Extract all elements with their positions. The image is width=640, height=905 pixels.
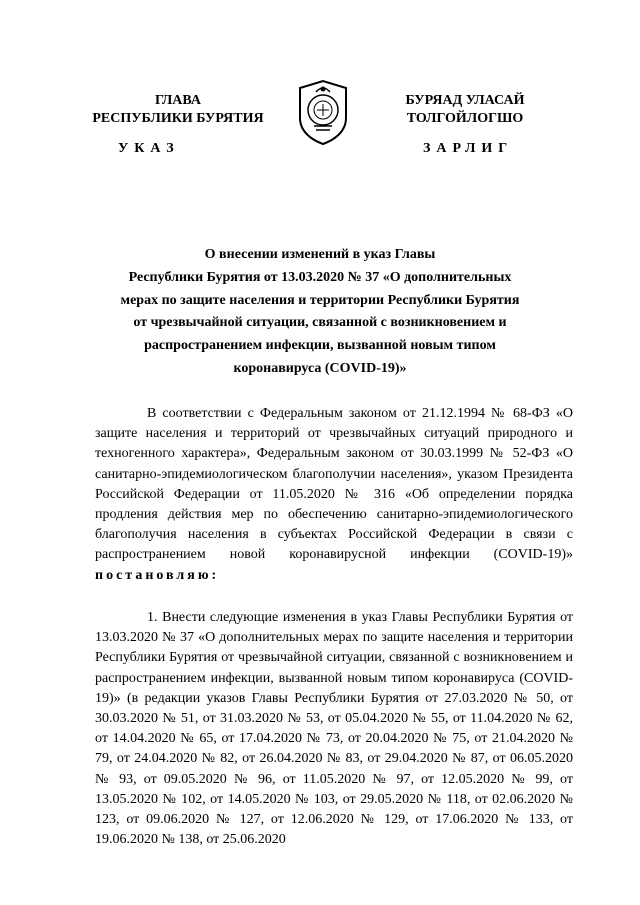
decree-label-ru: УКАЗ [118,141,180,156]
coat-of-arms-emblem [296,78,350,146]
header-left [78,92,278,128]
title-line: коронавируса (COVID-19)» [233,360,407,376]
header-left-line1: ГЛАВА [155,93,201,108]
item-1-paragraph: 1. Внести следующие изменения в указ Главы Республики Бурятия от 13.03.2020 № 37 «О дополнительных мерах по защите населения и территории Республики Бурятия от чрезвычайной ситуации, связанной с возникновением и распространением инфекции, вызванной новым типом коронавируса (COVID-19)» (в редакции указов Главы Республики Бурятия от 27.03.2020 № 50, от 30.03.2020 № 51, от 31.03.2020 № 53, от 05.04.2020 № 55, от 11.04.2020 № 62, от 14.04.2020 № 65, от 17.04.2020 № 73, от 20.04.2020 № 75, от 21.04.2020 № 79, от 24.04.2020 № 82, от 26.04.2020 № 83, от 29.04.2020 № 87, от 06.05.2020 № 93, от 09.05.2020 № 96, от 11.05.2020 № 97, от 12.05.2020 № 99, от 13.05.2020 № 102, от 14.05.2020 № 103, от 29.05.2020 № 118, от 02.06.2020 № 123, от 09.06.2020 № 127, от 12.06.2020 № 129, от 17.06.2020 № 133, от 19.06.2020 № 138, от 25.06.2020 [95,610,573,848]
title-line: Республики Бурятия от 13.03.2020 № 37 «О дополнительных [128,269,512,285]
document-title [84,244,556,381]
header-right [370,92,560,128]
header-left-line2: РЕСПУБЛИКИ БУРЯТИЯ [92,111,264,126]
decree-label-bua: ЗАРЛИГ [423,141,514,156]
title-line: распространением инфекции, вызванной новым типом [144,338,496,354]
title-line: О внесении изменений в указ Главы [204,247,436,262]
title-line: от чрезвычайной ситуации, связанной с возникновением и [133,315,507,331]
preamble-text: В соответствии с Федеральным законом от 21.12.1994 № 68-ФЗ «О защите населения и территорий от чрезвычайных ситуаций природного и техногенного характера», Федеральным законом от 30.03.1999 № 52-ФЗ «О санитарно-эпидемиологическом благополучии населения», указом Президента Российской Федерации от 11.05.2020 № 316 «Об определении порядка продления действия мер по обеспечению санитарно-эпидемиологического благополучия населения в субъектах Российской Федерации в связи с распространением новой коронавирусной инфекции (COVID-19)» [95,406,573,563]
decree-word: постановляю: [95,567,220,583]
header-right-line1: БУРЯАД УЛАСАЙ [405,93,525,108]
preamble-paragraph [95,404,573,586]
header-right-line2: ТОЛГОЙЛОГШО [406,111,524,126]
title-line: мерах по защите населения и территории Республики Бурятия [120,292,520,308]
